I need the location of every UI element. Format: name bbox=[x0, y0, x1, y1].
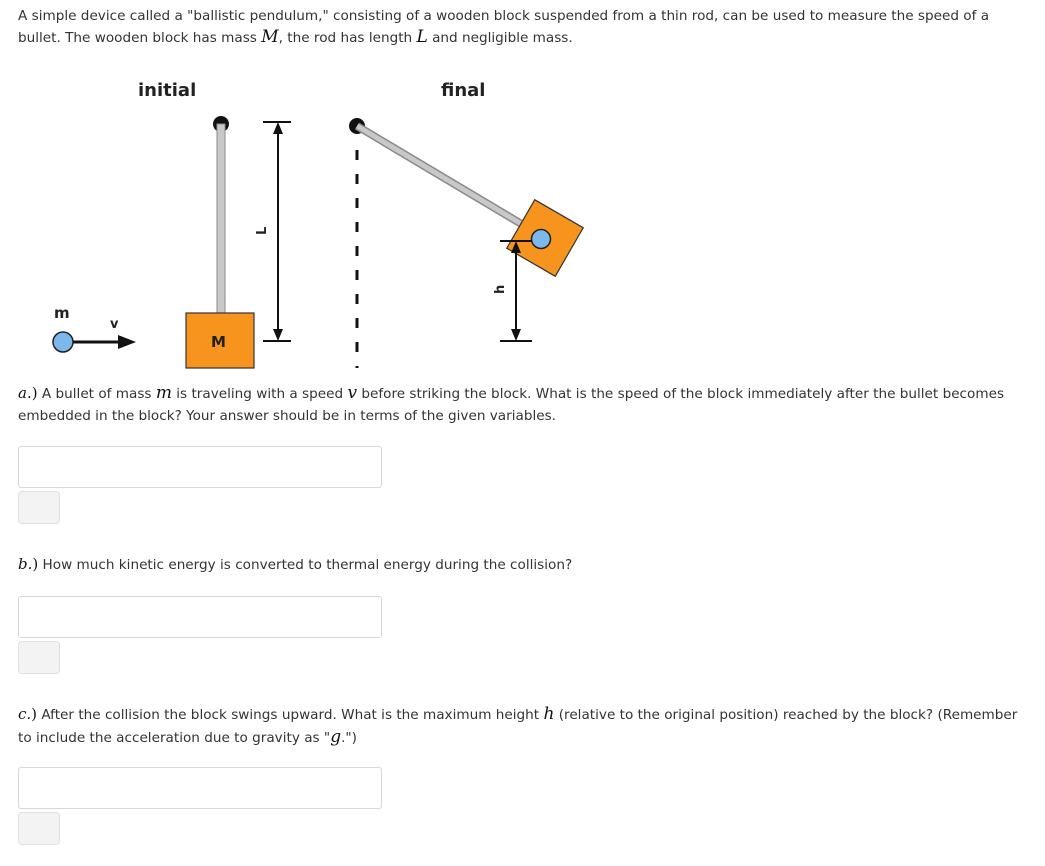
var-h: h bbox=[543, 704, 555, 724]
var-L: L bbox=[416, 27, 428, 47]
length-dim-arrow-up bbox=[273, 122, 283, 134]
question-c-text-2: (relative to the original position) reached by the block? (Remember to include the acceleration due to gravity as " bbox=[18, 707, 1018, 746]
question-c-text-3: .") bbox=[341, 730, 357, 746]
question-a-text-1: A bullet of mass bbox=[37, 386, 156, 402]
label-M: M bbox=[211, 333, 226, 351]
question-a-label: a.) bbox=[18, 384, 38, 402]
velocity-arrowhead bbox=[118, 335, 136, 349]
question-c-label: c.) bbox=[18, 705, 38, 723]
question-b-text-1: How much kinetic energy is converted to thermal energy during the collision? bbox=[38, 557, 573, 573]
label-v: v bbox=[110, 317, 119, 332]
embedded-bullet-icon bbox=[532, 230, 551, 249]
answer-c-input[interactable] bbox=[18, 767, 382, 809]
length-dim-arrow-down bbox=[273, 329, 283, 341]
height-dim-arrow-down bbox=[511, 329, 521, 341]
question-a-text-3: before striking the block. What is the speed of the block immediately after the bullet becomes embedded in the block? Your answer should be in terms of the given variables. bbox=[18, 386, 1005, 424]
answer-a-input[interactable] bbox=[18, 446, 382, 488]
label-final: final bbox=[441, 80, 486, 101]
ballistic-pendulum-figure bbox=[0, 0, 1045, 380]
answer-a-button[interactable] bbox=[18, 491, 60, 524]
label-L: L bbox=[255, 226, 270, 235]
question-b bbox=[18, 553, 1028, 576]
answer-b-input[interactable] bbox=[18, 596, 382, 638]
intro-text-3: and negligible mass. bbox=[427, 30, 573, 46]
var-v: v bbox=[347, 383, 358, 403]
bullet-icon bbox=[53, 332, 73, 352]
var-m: m bbox=[155, 383, 172, 403]
label-h: h bbox=[493, 284, 508, 294]
label-initial: initial bbox=[138, 80, 197, 101]
rod-initial bbox=[217, 124, 225, 315]
question-a-text-2: is traveling with a speed bbox=[171, 386, 348, 402]
rod-final-inner bbox=[357, 126, 545, 238]
answer-b-button[interactable] bbox=[18, 641, 60, 674]
label-m: m bbox=[54, 304, 70, 322]
question-c bbox=[18, 703, 1028, 749]
question-a bbox=[18, 382, 1028, 427]
answer-c-button[interactable] bbox=[18, 812, 60, 845]
question-c-text-1: After the collision the block swings upward. What is the maximum height bbox=[37, 707, 544, 723]
intro-text-1: A simple device called a "ballistic pendulum," consisting of a wooden block suspended from a thin rod, can be used to measure the speed of a bullet. The wooden block has mass bbox=[18, 8, 990, 46]
var-M: M bbox=[261, 27, 279, 47]
var-g: g bbox=[330, 727, 342, 747]
intro-text-2: , the rod has length bbox=[278, 30, 417, 46]
question-b-label: b.) bbox=[18, 555, 39, 573]
